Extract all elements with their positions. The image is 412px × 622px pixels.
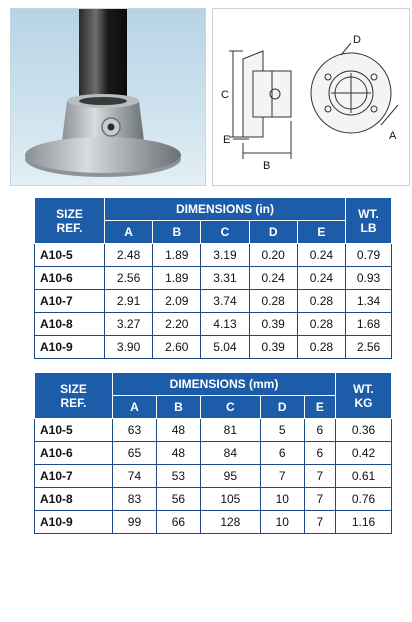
dimension-cell: 74 <box>113 465 157 488</box>
col-header: D <box>260 396 304 419</box>
weight-header: WT. LB <box>346 198 392 244</box>
table-row <box>35 511 392 534</box>
size-ref-cell: A10-7 <box>35 465 113 488</box>
dimension-cell: 0.24 <box>297 244 345 267</box>
label-d: D <box>353 34 361 46</box>
size-ref-cell: A10-6 <box>35 267 105 290</box>
dimension-cell: 2.91 <box>105 290 153 313</box>
weight-cell: 0.93 <box>346 267 392 290</box>
weight-cell: 1.34 <box>346 290 392 313</box>
col-header: E <box>304 396 335 419</box>
table-row <box>35 313 392 336</box>
dimension-cell: 48 <box>156 419 200 442</box>
label-a: A <box>389 130 397 142</box>
label-b: B <box>263 160 271 172</box>
dimension-cell: 2.60 <box>153 336 201 359</box>
dimension-cell: 6 <box>260 442 304 465</box>
dimension-cell: 66 <box>156 511 200 534</box>
dimension-cell: 4.13 <box>201 313 249 336</box>
weight-cell: 1.16 <box>336 511 392 534</box>
dimension-cell: 3.19 <box>201 244 249 267</box>
dimension-cell: 7 <box>260 465 304 488</box>
dimension-cell: 53 <box>156 465 200 488</box>
weight-cell: 0.36 <box>336 419 392 442</box>
size-ref-cell: A10-8 <box>35 313 105 336</box>
dimension-cell: 81 <box>200 419 260 442</box>
table-row <box>35 465 392 488</box>
dimension-cell: 105 <box>200 488 260 511</box>
weight-cell: 0.42 <box>336 442 392 465</box>
dimension-diagram <box>212 8 410 186</box>
dimension-cell: 7 <box>304 511 335 534</box>
table-row <box>35 419 392 442</box>
dimension-cell: 0.28 <box>249 290 297 313</box>
dimension-cell: 99 <box>113 511 157 534</box>
size-ref-cell: A10-7 <box>35 290 105 313</box>
dimension-cell: 95 <box>200 465 260 488</box>
dimension-cell: 0.24 <box>297 267 345 290</box>
dimensions-header: DIMENSIONS (mm) <box>113 373 336 396</box>
table-row <box>35 488 392 511</box>
label-e: E <box>223 134 231 146</box>
weight-header: WT. KG <box>336 373 392 419</box>
dimension-cell: 2.09 <box>153 290 201 313</box>
dimension-cell: 65 <box>113 442 157 465</box>
dimension-cell: 1.89 <box>153 267 201 290</box>
table-row <box>35 267 392 290</box>
table-row <box>35 290 392 313</box>
dimension-cell: 0.20 <box>249 244 297 267</box>
weight-cell: 2.56 <box>346 336 392 359</box>
dimension-cell: 0.39 <box>249 336 297 359</box>
label-c: C <box>221 89 229 101</box>
dimension-cell: 5 <box>260 419 304 442</box>
dimension-cell: 56 <box>156 488 200 511</box>
table-row <box>35 336 392 359</box>
dimension-cell: 0.28 <box>297 290 345 313</box>
weight-cell: 0.79 <box>346 244 392 267</box>
weight-cell: 1.68 <box>346 313 392 336</box>
dimension-cell: 1.89 <box>153 244 201 267</box>
dimension-cell: 0.28 <box>297 336 345 359</box>
size-ref-cell: A10-6 <box>35 442 113 465</box>
col-header: A <box>113 396 157 419</box>
dimension-cell: 7 <box>304 465 335 488</box>
dimension-cell: 0.39 <box>249 313 297 336</box>
dimension-cell: 84 <box>200 442 260 465</box>
col-header: E <box>297 221 345 244</box>
dimension-cell: 7 <box>304 488 335 511</box>
dimension-cell: 2.48 <box>105 244 153 267</box>
dimensions-table-mm <box>34 372 392 534</box>
col-header: C <box>201 221 249 244</box>
size-ref-header: SIZE REF. <box>35 198 105 244</box>
weight-cell: 0.76 <box>336 488 392 511</box>
dimensions-table-inches <box>34 197 392 359</box>
dimension-cell: 3.74 <box>201 290 249 313</box>
size-ref-cell: A10-9 <box>35 336 105 359</box>
size-ref-cell: A10-8 <box>35 488 113 511</box>
product-photo <box>10 8 206 186</box>
dimension-cell: 3.90 <box>105 336 153 359</box>
col-header: C <box>200 396 260 419</box>
col-header: D <box>249 221 297 244</box>
table-row <box>35 244 392 267</box>
dimension-cell: 6 <box>304 419 335 442</box>
dimension-cell: 5.04 <box>201 336 249 359</box>
size-ref-cell: A10-5 <box>35 419 113 442</box>
dimension-cell: 3.31 <box>201 267 249 290</box>
weight-cell: 0.61 <box>336 465 392 488</box>
dimensions-header: DIMENSIONS (in) <box>105 198 346 221</box>
dimension-cell: 0.24 <box>249 267 297 290</box>
col-header: B <box>153 221 201 244</box>
dimension-cell: 83 <box>113 488 157 511</box>
fitting-photo-illustration <box>11 9 206 186</box>
dimension-cell: 2.20 <box>153 313 201 336</box>
dimension-cell: 48 <box>156 442 200 465</box>
dimension-cell: 10 <box>260 511 304 534</box>
size-ref-cell: A10-9 <box>35 511 113 534</box>
dimension-cell: 128 <box>200 511 260 534</box>
dimension-cell: 3.27 <box>105 313 153 336</box>
dimension-cell: 10 <box>260 488 304 511</box>
col-header: A <box>105 221 153 244</box>
technical-drawing <box>213 9 411 187</box>
dimension-cell: 6 <box>304 442 335 465</box>
size-ref-cell: A10-5 <box>35 244 105 267</box>
table-row <box>35 442 392 465</box>
dimension-cell: 2.56 <box>105 267 153 290</box>
col-header: B <box>156 396 200 419</box>
size-ref-header: SIZE REF. <box>35 373 113 419</box>
dimension-cell: 63 <box>113 419 157 442</box>
dimension-cell: 0.28 <box>297 313 345 336</box>
